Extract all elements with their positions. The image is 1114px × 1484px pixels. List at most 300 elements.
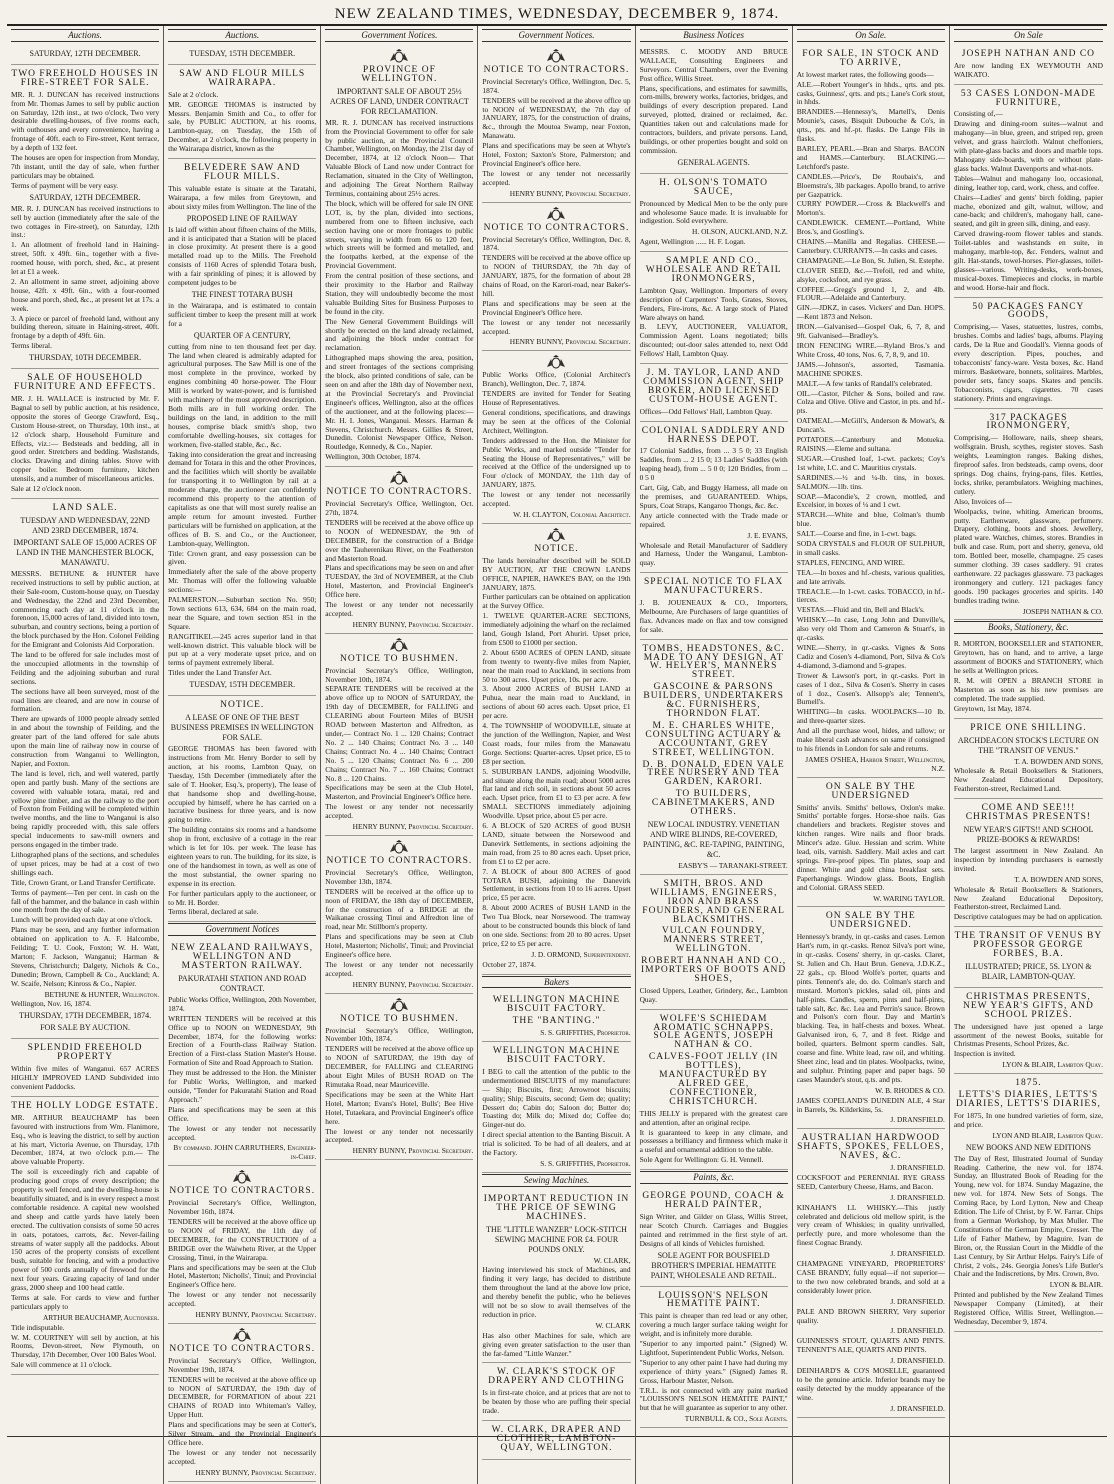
ad-headline: SPECIAL NOTICE TO FLAX MANUFACTURERS. (644, 577, 784, 597)
ad-body-text: OATMEAL.—McGill's, Anderson & Mowat's, & Duncan's. (796, 416, 945, 435)
royal-crest-icon (231, 1328, 253, 1342)
ad-signature: LYON & BLAIR, Lambton Quay. (1002, 1060, 1103, 1070)
section-heading: Auctions. (168, 29, 316, 42)
advertisement (954, 298, 1103, 409)
ad-body-text: SEPARATE TENDERS will be received at the above office up to NOON of SATURDAY, the 19th day of DECEMBER, for FALLING and CLEARING about Fourteen Miles of BUSH ROAD between Masterton and Alfredton, as under,— Contract No. 1 ... 120 Chains; Contract No. 2 ... 140 Chains; Contract No. 3 ... 140 Chains; Contract No. 4 ... 140 Chains; Contract No. 5 ... 120 Chains; Contract No. 6 ... 200 Chains; Contract No. 7 ... 160 Chains; Contract No. 8 ... 120 Chains. (325, 684, 474, 783)
ad-body-text: MALT.—A few tanks of Randall's celebrated. (796, 378, 933, 388)
ad-body-text: The lowest or any tender not necessarily accepted. (168, 1290, 317, 1309)
ad-body-text: The lowest or any tender not necessarily accepted. (482, 490, 631, 509)
ad-body-text: And all the purchase wool, hides, and tallow; or make liberal cash advances on same if consigned to his friends in London for sale and returns. (796, 726, 945, 753)
ad-body-text: B. LEVY, AUCTIONEER, VALUATOR, Commission Agent. Loans negotiated; bills discounted; out-door sales attended to, next Odd Fellows' Hall, Lambton Quay. (639, 322, 788, 359)
ad-body-text: 3. About 2000 ACRES of BUSH LAND at Puhua, near the main road to Auckland, in sections of about 60 acres each. Upset price, £1 per acre. (482, 684, 631, 721)
ad-body-text: The lowest or any tender not necessarily accepted. (325, 802, 474, 821)
ad-body-text: Provincial Secretary's Office, Wellington, November 10th, 1874. (325, 1025, 474, 1044)
advertisement (325, 45, 473, 467)
ad-subheading: TUESDAY, 15TH DECEMBER. (189, 680, 296, 690)
ad-body-text: The sections have all been surveyed, most of the road lines are cleared, and are now in course of formation. (11, 686, 160, 714)
ad-body-text: CHAMPAGNE VINEYARD, PROPRIETORS' CASE BRANDY, fully equal—if not superior—to the two now celebrated brands, and sold at a considerably lower price. (796, 1259, 945, 1295)
ad-body-text: There are upwards of 1000 people already settled in and about the township of Feilding, and the greater part of the land offered for sale abuts upon the main line of railway now in course of construction from Wanganui to Wellington, Napier, and Foxton. (11, 714, 160, 768)
ad-headline: VULCAN FOUNDRY, MANNERS STREET, WELLINGTON. (661, 926, 766, 955)
ad-body-text: T.R.L. is not connected with any paint marked "LOUISSON'S NELSON HEMATITE PAINT," but that he will guarantee as superior to any other. (639, 1385, 788, 1413)
ad-headline: NEW ZEALAND RAILWAYS, WELLINGTON AND MASTERTON RAILWAY. (171, 943, 314, 972)
section-heading: Sewing Machines. (482, 1174, 630, 1187)
advertisement (954, 1074, 1103, 1332)
section-heading: Government Notices (168, 923, 316, 936)
ad-headline: ROBERT HANNAH AND CO., IMPORTERS OF BOOTS AND SHOES, (641, 956, 787, 984)
ad-body-text: WRITTEN TENDERS will be received at this Office up to NOON on WEDNESDAY, 9th December, 1874, for the following works: Erection of a Fourth-class Railway Station. Erection of a First-class Station Master's House. Formation of Site and Road Approach to Station. (168, 1013, 317, 1068)
ad-signature: HENRY BUNNY, Provincial Secretary. (352, 822, 474, 832)
ad-body-text: BARLEY, PEARL.—Bran and Sharps. BACON and HAMS.—Canterbury. BLACKING.—Letchford's paste. (796, 143, 945, 171)
advertisement (797, 907, 945, 1129)
ad-body-text: 4. The TOWNSHIP of WOODVILLE, situate at the junction of the Wellington, Napier, and West Coast roads, four miles from the Manawatu Gorge. Sections: Quarter-acres. Upset price, £5 to £8 per section. (482, 721, 631, 766)
ad-body-text: 1. TWELVE QUARTER-ACRE SECTIONS, immediately adjoining the wharf on the reclaimed land, Gough Island, Port Ahuriri. Upset price, from £500 to £1000 per section. (482, 611, 631, 647)
ad-body-text: Is in first-rate choice, and at prices that are not to be beaten by those who are puffing their special trade. (482, 1388, 631, 1416)
ad-body-text: Any article connected with the Trade made or repaired. (639, 510, 788, 529)
ad-body-text: Plans and specifications may be seen at Whyte's Hotel, Foxton; Saxton's Store, Palmerston; and Provincial Engineer's office here. (482, 141, 631, 168)
ad-body-text: Specifications may be seen at the Club Hotel, Masterton, and Provincial Engineer's Office here. (325, 783, 474, 802)
ad-signature: W. CLARK, (593, 1255, 631, 1265)
ad-subheading: GENERAL AGENTS. (677, 157, 750, 167)
ad-headline: PROVINCE OF WELLINGTON. (361, 64, 438, 84)
advertisement (954, 637, 1103, 718)
advertisement (482, 1190, 630, 1364)
ad-signature: HENRY BUNNY, Provincial Secretary. (352, 619, 474, 629)
ad-body-text: Lithographed plans of the sections, and schedules of upset prices, may be had at a cost of two shillings each. (11, 849, 160, 877)
advertisement (11, 65, 159, 369)
ad-headline: THE HOLLY LODGE ESTATE. (11, 1100, 159, 1111)
ad-body-text: Cart, Gig, Cab, and Buggy Harness, all made on the premises, and GUARANTEED. Whips, Spurs, Coat Straps, Kangaroo Thongs, &c. &c. (639, 483, 788, 510)
ad-body-text: Trower & Lawson's port, in qr.-casks. Port in cases of 1 doz., Silva & Cosen's. Sherry in cases of 1 doz., Cosen's. Allsopp's ale; Tennent's, Burnell's. (796, 670, 945, 707)
advertisement (11, 369, 159, 499)
advertisement (168, 1166, 316, 1324)
ad-signature: HENRY BUNNY, Provincial Secretary. (352, 979, 474, 989)
ad-body-text: Inspection is invited. (953, 1049, 1016, 1059)
ad-body-text: MR. ARTHUR BEAUCHAMP has been favoured with instructions from Wm. Flanimore, Esq., who is leaving the district, to sell by auction at his mart, Victoria Avenue, on Thursday, 17th December, 1874, at two o'clock p.m.— The above valuable Property. (11, 1112, 160, 1167)
royal-crest-icon (545, 355, 567, 369)
ad-headline: NOTICE TO CONTRACTORS. (483, 64, 630, 75)
advertisement (482, 45, 630, 203)
ad-headline: LOUISSON'S NELSON HEMATITE PAINT. (658, 1290, 770, 1310)
ad-body-text: Descriptive catalogues may be had on application. (953, 912, 1103, 922)
ad-body-text: The Day of Rest, Illustrated Journal of Sunday Reading. Catherine, the new vol. for 1874. Sunday, an Illustrated Book of Reading for the Young, new vol. for 1874. Sunday Magazine, the new vol. for 1874. New Sets of Songs. The Coming Race, by Lord Lytton, New and Cheap Edition. The Life of Christ, by F. W. Farrar. Chips from a German Workshop, by Max Muller. The Constitutions of the German Empire, Cresser. The Life of Father Mathew, by Maguire. Ivan de Biron, or, the Russian Court in the Middle of the Last Century, by Sir Arthur Helps. Fairy's Life of Christ, 2 vols., 24s. Georgia Jones's Life Butler's Chair and the Indiscretions, by Mrs. Crown, 8vo. (953, 1153, 1103, 1279)
ad-headline: CHRISTMAS PRESENTS, NEW YEAR'S GIFTS, AND SCHOOL PRIZES. (962, 991, 1094, 1020)
ad-body-text: TENDERS will be received at the above office up to NOON of WEDNESDAY, the 9th of DECEMBER, for the construction of a Bridge over the Tauherenikau River, on the Featherston and Masterton Road. (325, 517, 474, 563)
column-3 (321, 26, 478, 1484)
ad-body-text: Wellington, 30th October, 1874. (325, 452, 421, 462)
ad-body-text: Wholesale and Retail Manufacturer of Saddlery and Harness, Under the Wanganui, Lambton-quay. (639, 540, 788, 568)
ad-body-text: Plans and specifications may be seen at the Club Hotel, Masterton; Nicholls', Tinui; and Provincial Engineer's Office here. (168, 1262, 317, 1290)
ad-signature: T. A. BOWDEN AND SONS, (1014, 756, 1103, 766)
ad-headline: SMITH, BROS. AND WILLIAMS, ENGINEERS, IRON AND BRASS FOUNDERS, AND GENERAL BLACKSMITHS. (642, 878, 785, 925)
ad-subheading: PAKURATAHI STATION AND ROAD CONTRACT. (178, 973, 307, 993)
ad-body-text: They must be addressed to the Hon. the Minister for Public Works, Wellington, and marked outside, "Tender for Pakuratahi Station and Road Approach." (168, 1068, 317, 1104)
ad-body-text: STAPLES, FENCING, AND WIRE. (796, 557, 905, 567)
ad-subheading: A LEASE OF ONE OF THE BEST BUSINESS PREMISES IN WELLINGTON FOR SALE. (170, 713, 314, 743)
ad-headline: SPLENDID FREEHOLD PROPERTY (27, 1043, 143, 1063)
ad-signature: W. WARING TAYLOR. (873, 893, 945, 903)
ad-body-text: Pronounced by Medical Men to be the only pure and wholesome Sauce made. It is invaluable for indigestion. Sold everywhere. (639, 198, 788, 226)
ad-body-text: TENDERS will be received at the above office up to NOON of SATURDAY, the 19th day of DECEMBER, for FALLING and CLEARING about Eight Miles of BUSH ROAD on The Rimutaka Road, near Mauriceville. (325, 1044, 474, 1089)
ad-signature: J. DRANSFIELD. (890, 1163, 945, 1173)
section-heading: Bakers (482, 976, 630, 989)
ad-body-text: Title, Crown Grant, or Land Transfer Certificate. (11, 877, 156, 887)
advertisement (482, 1421, 630, 1460)
ad-subheading: NEW LOCAL INDUSTRY. VENETIAN AND WIRE BLINDS, RE-COVERED, PAINTING, &C. RE-TAPING, PAINTING, &C. (643, 819, 785, 859)
ad-body-text: TEA.—In boxes and hf.-chests, various qualities, and late arrivals. (796, 567, 945, 586)
ad-signature: EASBY'S — TARANAKI-STREET. (678, 860, 788, 870)
ad-headline: AUSTRALIAN HARDWOOD SHAFTS, SPOKES, FELLOES, NAVES, &C. (797, 1133, 945, 1162)
advertisement (640, 875, 788, 1010)
ad-headline: COME AND SEE!!! CHRISTMAS PRESENTS! (965, 803, 1092, 823)
ad-body-text: SODA CRYSTALS and FLOUR OF SULPHUR, in small casks. (796, 539, 945, 557)
ad-body-text: Plans may be seen, and any further information obtained on application to A. F. Halcombe, Feilding; T. U. Cook, Foxton; W. H. Watt, Marton; F. Jackson, Wanganui; Harman & Stevens, Christchurch; Dalgety, Nichols & Co., Dunedin; Brown, Campbell & Co., Auckland; A. W. Scaife, Nelson; Kinross & Co., Napier. (11, 925, 160, 988)
ad-body-text: Plans and specifications may be seen at the Provincial Engineer's Office here. (482, 298, 631, 317)
advertisement (640, 1187, 788, 1286)
ad-headline: 50 PACKAGES FANCY GOODS, (972, 301, 1085, 321)
ad-body-text: Lunch will be provided each day at one o'clock. (11, 915, 153, 925)
ad-body-text: Public Works Office, Wellington, 20th November, 1874. (168, 994, 317, 1013)
ad-subheading: ILLUSTRATED; PRICE, 5S. LYON & BLAIR, LAMBTON-QUAY. (965, 961, 1092, 981)
section-heading: Auctions. (11, 29, 159, 42)
ad-body-text: Provincial Secretary's Office, Wellington, November 13th, 1874. (325, 867, 474, 886)
ad-body-text: Comprising,— Vases, statuettes, lustres, combs, brushes. Combs and ladies' bags, albums. Playing cards, De la Rue and Goodall's. Vienna goods of every description. Pipes, pouches, and tobacconists' fancy-ware. Vesta boxes, &c. Hand mirrors. Basketware, bonnets, solitaires. Marbles, powder sets, fancy soaps. Skates and pencils. Tobacconists, cigars, cigarettes. 70 cases stationery. Prints and engravings. (953, 322, 1103, 403)
column-2 (164, 26, 321, 1484)
ad-headline: SALE OF HOUSEHOLD FURNITURE AND EFFECTS. (14, 373, 157, 393)
ad-body-text: Offices—Odd Fellows' Hall, Lambton Quay. (639, 406, 773, 416)
column-6 (793, 26, 950, 1484)
ad-body-text: TENDERS are invited for Tender for Seating House of Representatives. (482, 389, 631, 408)
ad-headline: WELLINGTON MACHINE BISCUIT FACTORY. (492, 995, 621, 1015)
ad-headline: NOTICE TO BUSHMEN. (339, 1013, 459, 1024)
ad-body-text: cutting from nine to ten thousand feet per day. The land when cleared is admirably adapted for agricultural purposes. The Saw Mill is one of the most complete in the province, worked by engines combining 40 horse-power. The Flour Mill is worked by water-power, and is furnished with machinery of the most approved description. Both mills are in full working order. The buildings on the land, in addition to the mill houses, comprise black smith's shop, two comfortable dwelling-houses, six cottages for workmen, five-stalled stable, &c., &c. (168, 341, 317, 449)
ad-body-text: MR. R. J. DUNCAN has received instructions to sell by auction (immediately after the sale of the two cottages in Fire-street), on Saturday, 12th inst.: (11, 203, 160, 240)
ad-signature: J. DRANSFIELD. (890, 1356, 945, 1366)
ad-body-text: GUINNESS'S STOUT, QUARTS AND PINTS. TENNENT'S ALE, QUARTS AND PINTS. (796, 1336, 945, 1355)
column-4 (478, 26, 635, 1484)
section-heading: On Sale. (797, 29, 945, 42)
ad-body-text: 17 Colonial Saddles, from ... 3 5 0; 33 English Saddles, from ... 2 15 0; 13 Ladies' Saddles (with leaping head), from ... 5 0 0; 120 Bridles, from ... 0 5 0 (639, 446, 788, 483)
ad-body-text: MR. R. J. DUNCAN has received instructions from Mr. Thomas James to sell by public auction on Saturday, 12th inst., at two o'clock, Two very desirable dwelling-houses, of five rooms each, with outhouses and every convenience, having a frontage of 40ft. each to Fire-street, Kent terrace, by a depth of 132 feet. (11, 89, 160, 153)
ad-body-text: I BEG to call the attention of the public to the undermentioned BISCUITS of my manufacture:— Ship; Biscuits, first; Arrowroot biscuits; quality; Ship; Biscuits, second; Gem de; quality; Dessert do; Cabin do; Saloon do; Butter do; Toasting do; Milk do; Mixed do; Coffee do; Ginger-nut do. (482, 1066, 631, 1130)
ad-headline: SAW AND FLOUR MILLS WAIRARAPA. (179, 68, 306, 88)
ad-body-text: Plans and specifications may be seen at Cotter's, Silver Stream, and the Provincial Engineer's Office here. (168, 1420, 317, 1447)
ad-body-text: For further particulars apply to the auctioneer, or to Mr. H. Border. (168, 888, 317, 907)
advertisement (482, 524, 630, 975)
ad-signature: J. DRANSFIELD. (890, 1115, 945, 1125)
advertisement (11, 45, 159, 65)
ad-headline: WELLINGTON MACHINE BISCUIT FACTORY. (492, 1046, 621, 1065)
ad-headline: PRICE ONE SHILLING. (970, 722, 1087, 733)
ad-headline: NOTICE. (220, 700, 265, 711)
ad-headline: 53 CASES LONDON-MADE FURNITURE, (960, 88, 1096, 108)
ad-body-text: The houses are open for inspection from Monday, 7th instant, until the day of sale, when further particulars may be obtained. (11, 153, 160, 180)
ad-signature: J. DRANSFIELD. (890, 1326, 945, 1336)
advertisement (482, 991, 630, 1042)
ad-signature: J. DRANSFIELD. (890, 1403, 945, 1413)
ad-signature: LYON AND BLAIR, Lambton Quay. (992, 1130, 1103, 1140)
ad-body-text: Agent, Wellington ...... H. F. Logan. (639, 237, 746, 247)
ad-body-text: Chairs—Ladies' and gents' birch folding, papier mache, ebonized and gilt, walnut, willow, and cane-back; and children's, mahogany hall, cane-seated, and gilt in green silk, dining, and easy. (953, 192, 1103, 229)
royal-crest-icon (388, 840, 410, 854)
ad-body-text: Plans and specifications may be seen at Club Hotel, Masterton; Nicholls', Tinui; and Provincial Engineer's office here. (325, 932, 474, 960)
ad-subheading: TUESDAY AND WEDNESDAY, 22ND AND 23RD DECEMBER, 1874. (20, 515, 150, 535)
ad-subheading: ARCHDEACON STOCK'S LECTURE ON THE "TRANSIT OF VENUS." (957, 735, 1099, 755)
advertisement (168, 45, 316, 65)
ad-body-text: CANDLEWICK. CEMENT.—Portland, White Bros.'s, and Gostling's. (796, 218, 945, 237)
ad-body-text: Woolpacks, twine, whiting. American brooms, putty. Earthenware, glassware, perfumery. Drapery, clothing, boots and shoes. Jewellery, plated ware. Watches, chimes, stores. Brandies in bulk and case. Rum, port and sherry, geneva, old tom. Bottled beer, moselle, champagne. 25 cases summer clothing. 39 cases saddlery. 91 crates earthenware. 22 packages glassware. 73 packages ironmongery and cutlery. 121 packages fancy goods. 190 packages groceries and spirits. 140 bundles trading twine. (953, 506, 1103, 605)
section-heading: Government Notices. (482, 29, 630, 42)
ad-headline: FOR SALE, IN STOCK AND TO ARRIVE, (802, 48, 940, 68)
ad-body-text: Terms at sale. For cards to view and further particulars apply to (11, 1292, 160, 1311)
royal-crest-icon (545, 49, 567, 63)
ad-subheading: NEW BOOKS AND NEW EDITIONS (965, 1142, 1091, 1152)
royal-crest-icon (388, 471, 410, 485)
ad-body-text: CHAMPAGNE.—Le Bon, St. Julien, St. Estephe. (796, 255, 945, 265)
ad-body-text: J. B. JOUENEAUX & CO., Importers, Melbourne, Are Purchasers of large quantities of flax. Advances made on flax and tow consigned for sale. (639, 598, 788, 634)
ad-subheading: QUARTER OF A CENTURY, (193, 330, 291, 340)
ad-signature: J. DRANSFIELD. (890, 1296, 945, 1306)
advertisement (954, 927, 1103, 988)
advertisement (168, 696, 316, 922)
advertisement (482, 1363, 630, 1421)
section-heading: Paints, &c. (640, 1171, 788, 1184)
ad-body-text: TENDERS will be received at the above office up to NOON of THURSDAY, the 7th day of JANUARY, 1875, for the formation of about 28 chains of Road, on the Karori-road, near Baker's-hill. (482, 253, 631, 298)
ad-body-text: 3. A piece or parcel of freehold land, without any building thereon, situate in Haining-street, 40ft. frontage by a depth of 49ft. 6in. (11, 313, 160, 341)
ad-headline: W. CLARK'S STOCK OF DRAPERY AND CLOTHING (488, 1367, 625, 1387)
ad-body-text: Hennessy's brandy, in qr.-casks and cases. Lemon Hart's rum, in qr.-casks. Renoz Silva's port wine, in qr.-casks. Cosens' sherry, in qr.-casks. Claret, St. Julien and Ch. Haut Brun. Geneva, J.D.K.Z., 22 gals., cp. Blood Wolfe's porter, quarts and pints. Tennent's ale, do. do. Colman's starch and mustard. Morton's pickles, salad oil, pints and half-pints. Candles, sperm, pints and half-pints, table salt, &c. &c. Lea and Perrin's sauce. Brown and Polson's corn flour. Day and Martin's blacking. Tea, in half-chests and boxes. Wheat. Galvanised iron, 6, 7, and 8 feet. Ridge and boiled, quarters. Belmont sperm candles. Salt, coarse and fine. White lead, raw oil, and whiting. Sheet zinc, lead and tin plates. Woolpacks, twine, and sulphur. Printing paper and paper bags. 50 cases Maunder's stout, q.ts. and pts. (796, 932, 945, 1084)
ad-body-text: Provincial Secretary's Office, Wellington, Dec. 8, 1874. (482, 234, 631, 253)
ad-body-text: Provincial Secretary's Office, Wellington, November 16th, 1874. (168, 1198, 317, 1217)
ad-body-text: MR. GEORGE THOMAS is instructed by Messrs. Benjamin Smith and Co., to offer for sale, by PUBLIC AUCTION, at his rooms, Lambton-quay, on Tuesday, the 15th of December, at 2 o'clock, the following property in the Wairarapa district, known as the (168, 99, 317, 154)
ad-body-text: The lowest or any tender not necessarily accepted. (325, 600, 474, 618)
column-1 (7, 26, 164, 1484)
ad-body-text: From the central position of these sections, and their proximity to the Harbor and Railway Station, they will undoubtedly become the most valuable Building Sites for Business Purposes to be found in the city. (325, 271, 474, 316)
ad-body-text: GEORGE THOMAS has been favored with instructions from Mr. Henry Border to sell by auction, at his rooms, Lambton Quay, on Tuesday, 15th December (immediately after the sale of T. Hooker, Esq.'s, property), The lease of that handsome shop and dwelling-house, occupied by himself, where he has carried on a lucrative business for three years, and is now going to retire. (168, 744, 317, 825)
ad-body-text: R. M. will OPEN a BRANCH STORE in Masterton as soon as his new premises are completed. The trade supplied. (953, 676, 1103, 703)
ad-signature: S. S. GRIFFITHS, Proprietor. (540, 1028, 631, 1038)
ad-headline: 1875. (1015, 1078, 1042, 1089)
ad-headline: GASCOINE & PARSONS BUILDERS, UNDERTAKERS &C. FURNISHERS, THORNDON FLAT. (643, 682, 784, 719)
ad-body-text: 2. About 6500 ACRES of OPEN LAND, situate from twenty to twenty-five miles from Napier, near the main road to Auckland, in sections from 50 to 300 acres. Upset price, 10s. per acre. (482, 647, 631, 684)
advertisement (325, 634, 473, 836)
advertisement (954, 85, 1103, 298)
ad-body-text: Tables—Walnut and mahogany loo, occasional, dining, leather top, card, work, chess, and coffee. (953, 173, 1103, 192)
ad-body-text: Terms of payment will be very easy. (11, 180, 119, 190)
advertisement (954, 799, 1103, 927)
ad-body-text: IRON.—Galvanised—Gospel Oak, 6, 7, 8, and 9ft. Galvanised—Bradley's. (796, 322, 945, 341)
ad-body-text: Carved drawing-room flower tables and stands. Toilet-tables and washstands en suite, in mahogany, marble-top, &c. Fenders, walnut and gilt. Hat-stands, towel-horses. Pier-glasses, toilet-glasses—various. Writing-desks, work-boxes, musical-boxes. Timepieces and clocks, in marble and wood. Horse-hair and flock. (953, 229, 1103, 292)
ad-subheading: THE FINEST TOTARA BUSH (191, 289, 293, 299)
columns (7, 26, 1107, 1477)
ad-body-text: CURRY POWDER.—Cross & Blackwell's and Morton's. (796, 199, 945, 218)
ad-body-text: Printed and published by the New Zealand Times Newspaper Company (Limited), at their Registered Office, Willis Street, Wellington.—Wednesday, December 9, 1874. (953, 1290, 1103, 1326)
advertisement (640, 640, 788, 875)
ad-body-text: SARDINES.—½ and ¼-lb. tins, in boxes. SALMON.—1lb. tins. (796, 472, 945, 491)
ad-signature: H. OLSON, AUCKLAND, N.Z. (692, 227, 788, 237)
ad-body-text: BRANDIES.—Hennessy's, Martell's, Denis Mounie's, cases, Bisquit Dubouche & Co's, in qrts., pts. and hf.-pt. flasks. De Lange Fils in flasks. (796, 107, 945, 144)
ad-subheading: SATURDAY, 12TH DECEMBER. (29, 192, 141, 202)
ad-signature: TURNBULL & CO., Sole Agents. (684, 1414, 788, 1424)
ad-body-text: Provincial Secretary's Office, Wellington, Dec. 5, 1874. (482, 76, 631, 95)
ad-body-text: Sale will commence at 11 o'clock. (11, 1360, 112, 1370)
ad-body-text: Greytown, 1st May, 1874. (953, 703, 1031, 713)
ad-body-text: Plans, specifications, and estimates for sawmills, corn-mills, brewery works, factories, bridges, and buildings of every description prepared. Land surveyed, plotted, drained or reclaimed, &c. Quantities taken out and calculations made for contractors, builders, and private persons. Land, buildings, or other properties bought and sold on commission. (639, 83, 788, 155)
section-heading: Business Notices (640, 29, 788, 42)
ad-headline: LAND SALE. (52, 502, 118, 513)
ad-headline: THE "BANTING." (512, 1016, 601, 1027)
ad-headline: NOTICE. (534, 543, 579, 554)
advertisement (11, 1039, 159, 1097)
masthead: NEW ZEALAND TIMES, WEDNESDAY, DECEMBER 9, 1874. (7, 4, 1107, 26)
ad-body-text: JAMES COPELAND'S DUNEDIN ALE, 4 Star in Barrels, 9s. Kilderkins, 5s. (796, 1095, 945, 1114)
ad-headline: BELVEDERE SAW AND FLOUR MILLS. (183, 163, 301, 182)
ad-body-text: The lowest or any tender not necessarily accepted. (482, 317, 631, 336)
ad-body-text: Plans and specifications may be seen on and after TUESDAY, the 3rd of NOVEMBER, at the Club Hotel, Masterton, and Provincial Engineer's Office here. (325, 563, 474, 600)
section-heading: Government Notices. (325, 29, 473, 42)
ad-subheading: SOLE AGENT FOR BOUSFIELD BROTHER'S IMPERIAL HEMATITE PAINT, WHOLESALE AND RETAIL. (650, 1250, 777, 1280)
ad-headline: 317 PACKAGES IRONMONGERY, (986, 412, 1071, 432)
ad-body-text: DEINHARD'S & CO'S MOSELLE, guaranteed to be the genuine article. Inferior brands may be easily detected by the muddy appearance of the wine. (796, 1366, 945, 1402)
advertisement (11, 1097, 159, 1375)
advertisement (640, 364, 788, 422)
ad-body-text: Title: Crown grant, and easy possession can be given. (168, 548, 317, 567)
ad-body-text: JAMS.—Johnson's, assorted, Tasmania. MACHINE SPOKES. (796, 359, 945, 378)
advertisement (954, 988, 1103, 1074)
advertisement (797, 45, 945, 778)
ad-body-text: Titles under the Land Transfer Act. (168, 668, 272, 678)
ad-body-text: Sign Writer, and Gilder on Glass, Willis Street, near Scotch Church. Carriages and Buggies painted and retrimmed in the first style of art. Designs of all kinds of Vehicles furnished. (639, 1211, 788, 1248)
advertisement (11, 499, 159, 1039)
ad-body-text: CLOVER SEED, &c.—Trefoil, red and white, alsyke, cocksfoot, and rye grass. (796, 265, 945, 284)
ad-body-text: STARCH.—White and blue, Colman's thumb blue. (796, 510, 945, 529)
ad-body-text: "Superior to any imported paint." (Signed) W. Lightfoot, Superintendent Public Works, Nelson. (639, 1339, 788, 1357)
advertisement (168, 939, 316, 1166)
ad-body-text: The land to be offered for sale includes most of the unoccupied allotments in the township of Feilding and the adjoining suburban and rural sections. (11, 650, 160, 686)
advertisement (325, 467, 473, 634)
ad-body-text: VESTAS.—Fluid and tin, Bell and Black's. (796, 605, 925, 615)
ad-body-text: Comprising,— Holloware, nails, sheep shears, wolfsgrain. Brush, scythes, register stoves. Sash weights, Leamington ranges. Baking dishes, fireproof safes. Iron bedsteads, camp ovens, door springs. Dog chains, frying-pans, files. Kettles, locks, shrike, perambulators. Weighing machines, cutlery. (953, 433, 1103, 496)
ad-body-text: 5. SUBURBAN LANDS, adjoining Woodville, and situate along the main road; about 5000 acres flat land and rich soil, in sections about 50 acres each. Upset price, from £1 to £3 per acre. A few SMALL SECTIONS immediately adjoining Woodville. Upset price, about £5 per acre. (482, 766, 631, 821)
column-7 (950, 26, 1107, 1484)
ad-body-text: General conditions, specifications, and drawings may be seen at the offices of the Colonial Architect, Wellington. (482, 408, 631, 435)
ad-body-text: OIL.—Castor, Pilcher & Sons, boiled and raw. Colza and Olive. Olive and Castor, in pts. and hf.-pts. (796, 388, 945, 416)
ad-signature: S. S. GRIFFITHS, Proprietor. (540, 1158, 631, 1168)
advertisement (640, 45, 788, 174)
ad-body-text: 2. An allotment in same street, adjoining above house, 42ft. x 49ft. 6in., with a four-roomed house and porch, shed, &c., at present let at 17s. a week. (11, 276, 160, 313)
ad-headline: NOTICE TO CONTRACTORS. (169, 1343, 316, 1354)
ad-body-text: Terms of payment—Ten per cent. in cash on the fall of the hammer, and the balance in cash within one month from the day of sale. (11, 887, 160, 915)
ad-body-text: Public Works Office, (Colonial Architect's Branch), Wellington, Dec. 7, 1874. (482, 370, 631, 389)
ad-signature: J. D. ORMOND, Superintendent. (531, 949, 631, 959)
ad-headline: SAMPLE AND CO., WHOLESALE AND RETAIL IRONMONGERS, (645, 256, 782, 284)
ad-headline: NOTICE TO BUSHMEN. (339, 653, 459, 664)
royal-crest-icon (388, 998, 410, 1012)
ad-signature: HENRY BUNNY, Provincial Secretary. (195, 1310, 317, 1320)
newspaper-page (7, 4, 1107, 1477)
ad-body-text: I direct special attention to the Banting Biscuit. A trial is solicited. To be had of all dealers, and at the Factory. (482, 1130, 631, 1158)
ad-body-text: Within five miles of Wanganui. 657 ACRES HIGHLY IMPROVED LAND Subdivided into convenient Paddocks. (11, 1064, 160, 1091)
ad-signature: J. DRANSFIELD. (890, 1192, 945, 1202)
ad-body-text: THIS JELLY is prepared with the greatest care and attention, after an original recipe. (639, 1108, 788, 1127)
ad-signature: J. DRANSFIELD. (890, 1249, 945, 1259)
advertisement (640, 422, 788, 574)
advertisement (325, 836, 473, 994)
ad-body-text: Sale at 12 o'clock noon. (11, 484, 82, 494)
ad-body-text: Provincial Secretary's Office, Wellington, November 10th, 1874. (325, 665, 474, 684)
ad-signature: JAMES O'SHEA, Harbor Street, Wellington, N.Z. (805, 754, 945, 773)
ad-body-text: TENDERS will be received at the above office up to NOON of SATURDAY, the 19th day of DECEMBER, for FORMATION of about 221 CHAINS of ROAD into Whiteman's Valley, Upper Hutt. (168, 1374, 317, 1420)
column-5 (636, 26, 793, 1484)
ad-headline: LETTS'S DIARIES, LETTS'S DIARIES, LETTS'S DIARIES, (955, 1090, 1101, 1109)
ad-body-text: SUGAR.—Crushed loaf, 1-cwt. packets; Coy's 1st white, I.C. and C. Mauritius crystals. (796, 453, 945, 472)
ad-body-text: Terms liberal, declared at sale. (168, 907, 259, 917)
ad-body-text: Closed Uppers, Leather, Grindery, &c., Lambton Quay. (639, 985, 788, 1004)
advertisement (954, 409, 1103, 621)
ad-subheading: IMPORTANT SALE OF ABOUT 25½ ACRES OF LAND, UNDER CONTRACT FOR RECLAMATION. (329, 86, 469, 116)
ad-signature: HENRY BUNNY, Provincial Secretary. (195, 1467, 317, 1477)
ad-body-text: 6. A BLOCK of 520 ACRES of good BUSH LAND, situate between the Norsewood and Danevirk Settlements, in sections adjoining the main road, from 25 to 80 acres each. Upset price, from £1 to £2 per acre. (482, 821, 631, 866)
ad-headline: JOSEPH NATHAN AND CO (961, 48, 1096, 59)
ad-headline: W. CLARK, DRAPER AND CLOTHIER, LAMBTON-QUAY, WELLINGTON. (491, 1425, 622, 1453)
ad-body-text: Further particulars can be obtained on application at the Survey Office. (482, 592, 631, 611)
ad-body-text: 1. An allotment of freehold land in Haining-street, 50ft. x 49ft. 6in., together with a five-roomed house, with porch, shed, &c., at present let at £1 a week. (11, 240, 160, 277)
ad-subheading: PROPOSED LINE OF RAILWAY (186, 213, 298, 223)
ad-body-text: Title indisputable. (11, 1322, 65, 1332)
ad-body-text: R. MORTON, BOOKSELLER and STATIONER, Greytown, has on hand, and to arrive, a large assortment of BOOKS and STATIONERY, which he sells at Wellington prices. (953, 639, 1103, 676)
ad-headline: NOTICE TO CONTRACTORS. (483, 222, 630, 233)
ad-headline: COLONIAL SADDLERY AND HARNESS DEPOT. (641, 425, 786, 445)
ad-headline: NOTICE TO CONTRACTORS. (326, 855, 473, 866)
ad-body-text: MESSRS. C. MOODY AND BRUCE WALLACE, Consulting Engineers and Surveyors. Central Chambers, over the Evening Post office, Willis Street. (639, 46, 788, 83)
ad-body-text: TENDERS will be received at the office up to noon of FRIDAY, the 18th day of DECEMBER, for the construction of a BRIDGE at the Waikanae crossing Tinui and Alfredton line of road, near Mr. Stillborn's property. (325, 886, 474, 932)
ad-body-text: The lowest or any tender not necessarily accepted. (325, 959, 474, 978)
royal-crest-icon (231, 1170, 253, 1184)
ad-signature: ARTHUR BEAUCHAMP, Auctioneer. (42, 1312, 160, 1322)
ad-headline: ON SALE BY THE UNDERSIGNED. (825, 911, 916, 931)
ad-body-text: MESSRS. BETHUNE & HUNTER have received instructions to sell by public auction, at their Sale-room, Custom-house quay, on Tuesday and Wednesday, the 22nd and 23rd December, commencing each day at 11 o'clock in the forenoon, 15,000 acres of land, divided into town, suburban, and country sections, being a portion of the block purchased by the Hon. Colonel Feilding for the Emigrant and Colonists Aid Corporation. (11, 568, 160, 650)
ad-body-text: 8. About 2000 ACRES of BUSH LAND in the Two Tua Block, near Norsewood. The tramway about to be constructed bounds this block of land on one side. Sections: from 20 to 80 acres. Upset price, £2 to £5 per acre. (482, 903, 631, 948)
section-heading: On Sale (954, 29, 1103, 42)
advertisement (482, 351, 630, 524)
ad-body-text: The largest assortment in New Zealand. An inspection by intending purchasers is earnestly invited. (953, 845, 1103, 873)
ad-subheading: IMPORTANT SALE OF 15,000 ACRES OF LAND IN THE MANCHESTER BLOCK, MANAWATU. (13, 537, 157, 567)
advertisement (954, 719, 1103, 800)
ad-body-text: October 27, 1874. (482, 959, 536, 969)
ad-body-text: At lowest market rates, the following goods— (796, 69, 934, 79)
ad-subheading: NEW YEAR'S GIFTS!! AND SCHOOL PRIZE-BOOKS & REWARDS! (963, 824, 1094, 844)
advertisement (797, 1129, 945, 1417)
ad-headline: NOTICE TO CONTRACTORS. (169, 1186, 316, 1197)
ad-signature: J. E. EVANS, (747, 530, 788, 540)
ad-body-text: Consisting of,— (953, 109, 1003, 119)
ad-body-text: Tenders addressed to the Hon. the Minister for Public Works, and marked outside "Tender for Seating the House of Representatives," will be received at the Office of the undersigned up to Four o'clock of MONDAY, the 11th day of JANUARY, 1875. (482, 435, 631, 490)
ad-body-text: IRON FENCING WIRE.—Ryland Bros.'s and White Cross, 40 tons, Nos. 6, 7, 8, 9, and 10. (796, 341, 945, 359)
ad-headline: TOMBS, HEADSTONES, &C. MADE TO ANY DESIGN, AT W. HELYER'S, MANNERS STREET. (642, 643, 785, 681)
ad-subheading: FOR SALE BY AUCTION. (40, 1023, 131, 1033)
advertisement (168, 159, 316, 696)
ad-headline: H. OLSON'S TOMATO SAUCE, (659, 177, 768, 197)
ad-body-text: Drawing and dining-room suites—walnut and mahogany—in blue, green, and striped rep, green velvet, and grass haircloth. Walnut cheffoniers, with plate-glass backs and doors and marble tops. Mahogany side-boards, with or without plate-glass backs. Walnut Davenports and what-nots. (953, 119, 1103, 173)
ad-body-text: WHISKY.—In case, Long John and Dunville's, also very old Thom and Cameron & Stuart's, in qr.-casks. (796, 615, 945, 643)
ad-subheading: TUESDAY, 15TH DECEMBER. (189, 48, 296, 58)
ad-signature: HENRY BUNNY, Provincial Secretary. (352, 1146, 474, 1156)
royal-crest-icon (545, 207, 567, 221)
ad-body-text: The land is level, rich, and well watered, partly open and partly bush. Many of the sections are covered with valuable totara, matai, red and yellow pine timber, and as the railway to the port of Foxton from Feilding will be completed within twelve months, and the line to Wanganui is also being rapidly proceeded with, this sale offers special inducements to saw-mill owners and persons engaged in the timber trade. (11, 768, 160, 850)
ad-body-text: W. M. COURTNEY will sell by auction, at his Rooms, Devon-street, New Plymouth, on Thursday, 17th December, Over 100 Bales Wool. (11, 1332, 160, 1360)
ad-headline: THE TRANSIT OF VENUS BY PROFESSOR GEORGE FORBES, B.A. (954, 931, 1103, 960)
advertisement (640, 174, 788, 252)
ad-body-text: Plans and specifications may be seen at this Office. (168, 1104, 317, 1123)
